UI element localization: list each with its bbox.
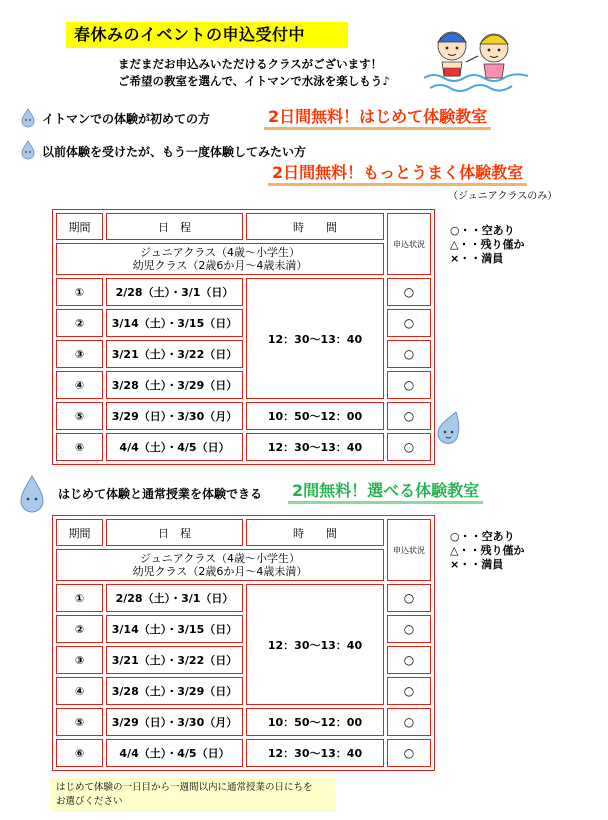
row-date: 4/4（土）・4/5（日） [106, 433, 243, 461]
swimming-kids-mascot [420, 18, 532, 96]
table-row [56, 739, 431, 767]
class-infant: 幼児クラス（2歳6か月～4歳未満） [132, 259, 308, 272]
footer-note [50, 778, 336, 812]
row-date: 3/21（土）・3/22（日） [106, 340, 243, 368]
row-date: 3/21（土）・3/22（日） [106, 646, 243, 674]
legend-full: ×・・満員 [450, 558, 504, 571]
row-status: ○ [387, 739, 431, 767]
row-time: 12：30～13：40 [246, 433, 384, 461]
header-period: 期間 [56, 213, 103, 240]
row-no: ③ [56, 646, 103, 674]
table-row [56, 584, 431, 612]
row-time: 12：30～13：40 [246, 584, 384, 705]
section-2-headline: 2日間無料！もっとうまく体験教室 [268, 164, 527, 186]
row-date: 2/28（土）・3/1（日） [106, 278, 243, 306]
row-no: ② [56, 309, 103, 337]
row-status: ○ [387, 278, 431, 306]
row-no: ⑤ [56, 402, 103, 430]
header-date: 日 程 [106, 519, 243, 546]
legend-full: ×・・満員 [450, 252, 504, 265]
row-date: 3/28（土）・3/29（日） [106, 371, 243, 399]
row-date: 3/28（土）・3/29（日） [106, 677, 243, 705]
row-status: ○ [387, 677, 431, 705]
row-status: ○ [387, 615, 431, 643]
row-time: 10：50～12：00 [246, 402, 384, 430]
row-no: ⑤ [56, 708, 103, 736]
section-1-headline: 2日間無料！はじめて体験教室 [264, 108, 491, 130]
status-legend-1 [450, 224, 524, 266]
class-junior: ジュニアクラス（4歳～小学生） [139, 552, 301, 565]
header-status: 申込状況 [387, 519, 431, 581]
row-time: 10：50～12：00 [246, 708, 384, 736]
table-row [56, 433, 431, 461]
row-date: 3/29（日）・3/30（月） [106, 708, 243, 736]
row-time: 12：30～13：40 [246, 739, 384, 767]
header-status: 申込状況 [387, 213, 431, 275]
class-infant: 幼児クラス（2歳6か月～4歳未満） [132, 565, 308, 578]
row-date: 3/14（土）・3/15（日） [106, 615, 243, 643]
footer-line-2: お選びください [56, 796, 123, 807]
intro-line-2: ご希望の教室を選んで、イトマンで水泳を楽しもう♪ [118, 74, 390, 88]
row-no: ⑥ [56, 433, 103, 461]
row-no: ⑥ [56, 739, 103, 767]
row-date: 3/14（土）・3/15（日） [106, 309, 243, 337]
row-status: ○ [387, 584, 431, 612]
row-no: ③ [56, 340, 103, 368]
status-legend-2 [450, 530, 524, 572]
water-drop-icon [20, 108, 36, 128]
section-3-headline: 2間無料！選べる体験教室 [288, 482, 483, 504]
header-time: 時 間 [246, 519, 384, 546]
header-time: 時 間 [246, 213, 384, 240]
legend-few-left: △・・残り僅か [450, 238, 525, 251]
water-drop-icon [20, 140, 36, 160]
row-no: ④ [56, 677, 103, 705]
water-drop-mascot [432, 410, 466, 444]
section-3-target: はじめて体験と通常授業を体験できる [58, 487, 263, 501]
legend-available: ○・・空あり [450, 224, 515, 237]
legend-few-left: △・・残り僅か [450, 544, 525, 557]
row-status: ○ [387, 340, 431, 368]
class-junior: ジュニアクラス（4歳～小学生） [139, 246, 301, 259]
row-status: ○ [387, 371, 431, 399]
table-row [56, 708, 431, 736]
row-no: ① [56, 278, 103, 306]
row-no: ④ [56, 371, 103, 399]
header-period: 期間 [56, 519, 103, 546]
row-date: 4/4（土）・4/5（日） [106, 739, 243, 767]
water-drop-icon [18, 474, 46, 514]
row-status: ○ [387, 646, 431, 674]
row-status: ○ [387, 433, 431, 461]
row-date: 2/28（土）・3/1（日） [106, 584, 243, 612]
row-date: 3/29（日）・3/30（月） [106, 402, 243, 430]
legend-available: ○・・空あり [450, 530, 515, 543]
row-no: ① [56, 584, 103, 612]
class-types [56, 549, 384, 581]
section-2-note: （ジュニアクラスのみ） [448, 191, 558, 202]
schedule-table-1 [52, 209, 435, 465]
page-title: 春休みのイベントの申込受付中 [66, 22, 348, 48]
row-time: 12：30～13：40 [246, 278, 384, 399]
class-types [56, 243, 384, 275]
row-status: ○ [387, 402, 431, 430]
row-no: ② [56, 615, 103, 643]
schedule-table-2 [52, 515, 435, 771]
row-status: ○ [387, 708, 431, 736]
table-row [56, 278, 431, 306]
section-2-target: 以前体験を受けたが、もう一度体験してみたい方 [42, 145, 307, 159]
intro-line-1: まだまだお申込みいただけるクラスがございます！ [118, 57, 383, 71]
footer-line-1: はじめて体験の一日目から一週間以内に通常授業の日にちを [56, 782, 313, 793]
table-row [56, 402, 431, 430]
row-status: ○ [387, 309, 431, 337]
section-1-target: イトマンでの体験が初めての方 [42, 112, 211, 126]
header-date: 日 程 [106, 213, 243, 240]
